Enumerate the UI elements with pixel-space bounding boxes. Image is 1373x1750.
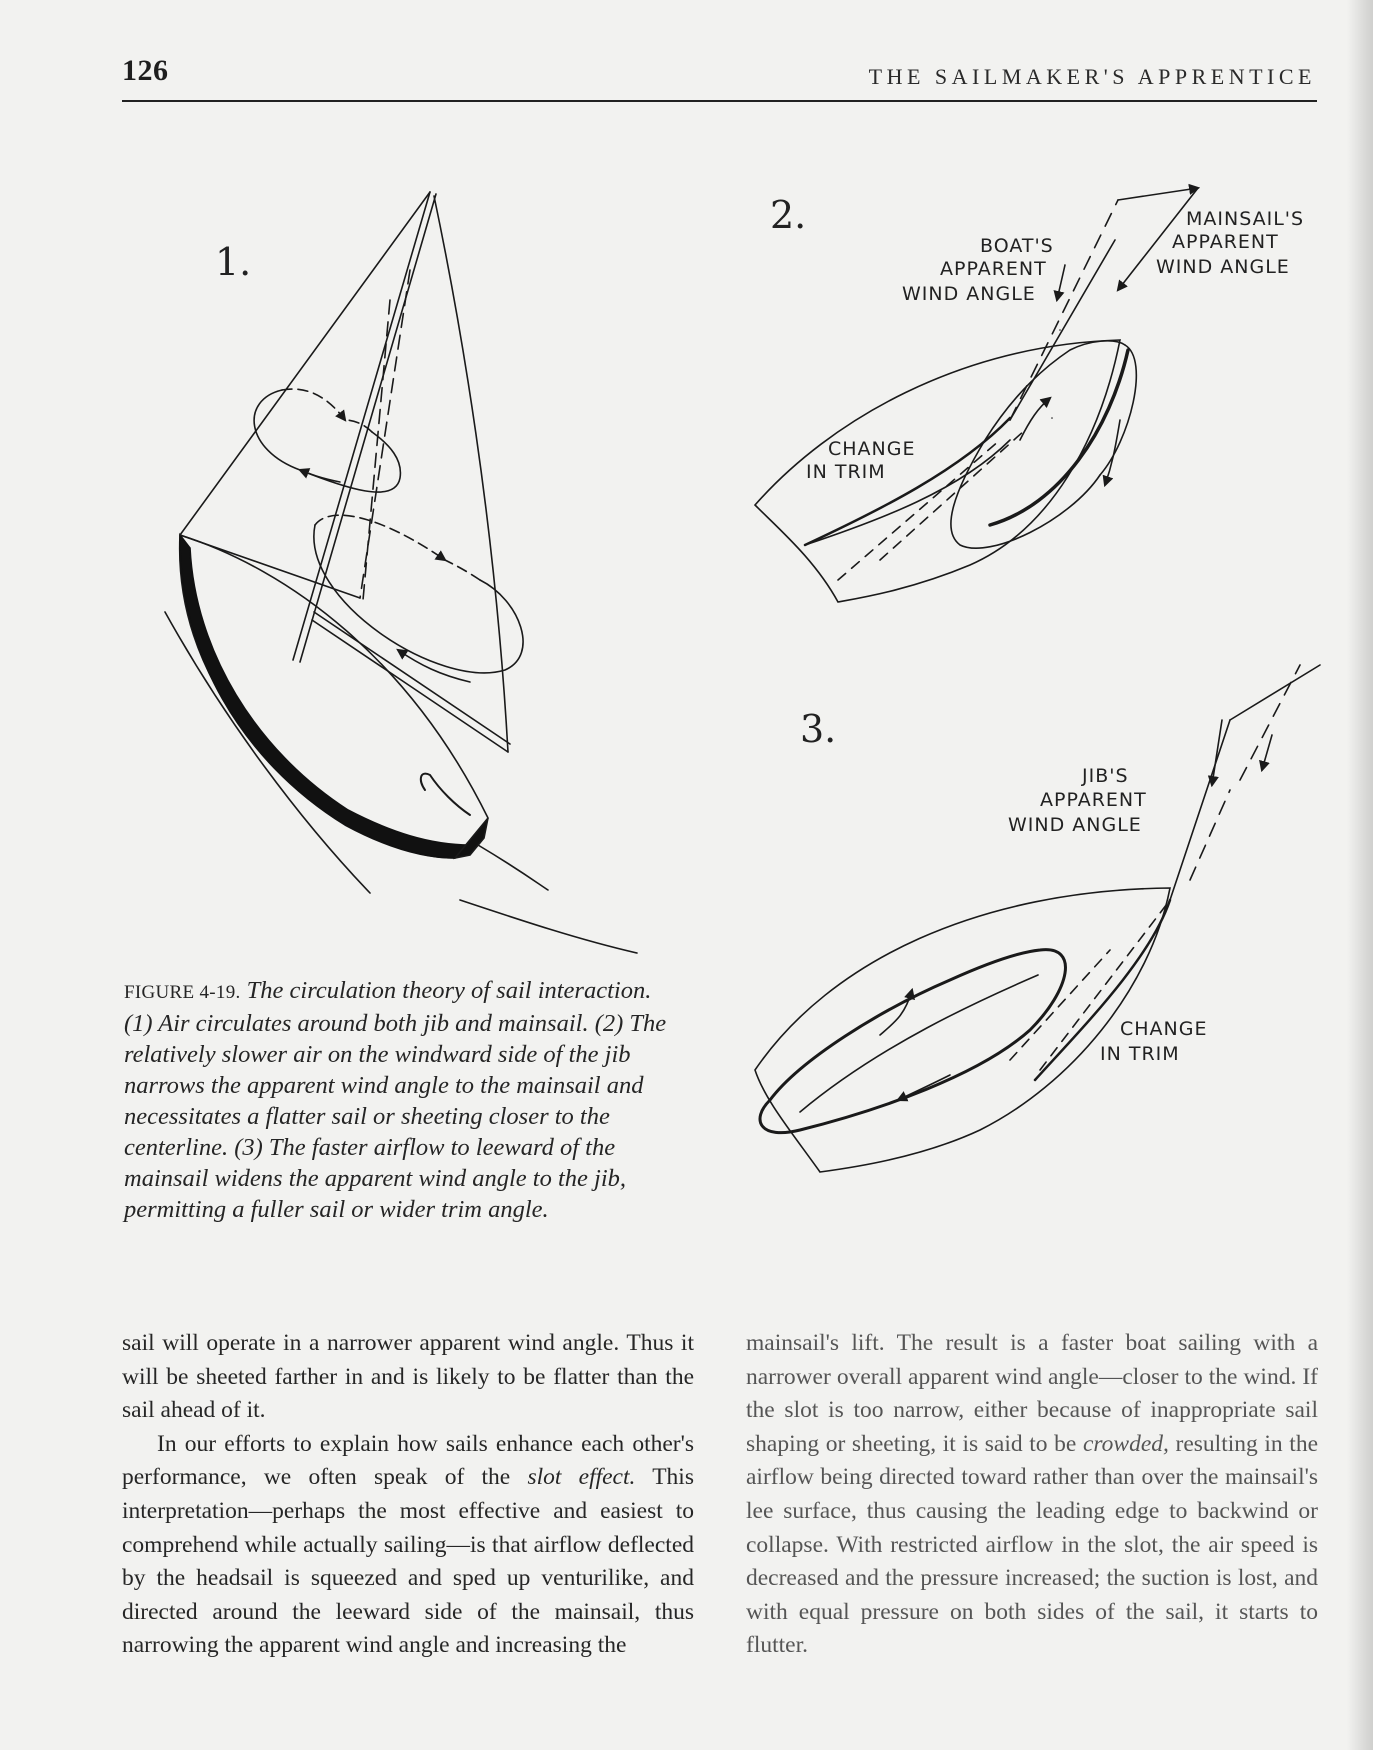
panel-3-change-in-trim-2: IN TRIM bbox=[1100, 1043, 1180, 1065]
running-title: THE SAILMAKER'S APPRENTICE bbox=[868, 64, 1316, 89]
mainsails-apparent-wind-label-2: APPARENT bbox=[1172, 231, 1279, 253]
panel-3-drawing bbox=[755, 665, 1320, 1172]
figure-caption bbox=[124, 975, 684, 1225]
boats-apparent-wind-label-2: APPARENT bbox=[940, 258, 1047, 280]
panel-2-change-in-trim-2: IN TRIM bbox=[806, 461, 886, 483]
figure-caption-text: The circulation theory of sail interaction. (1) Air circulates around both jib and mainsail. (2) The relatively slower air on the windward side of the jib narrows the apparent wind angle to the mainsail and necessitates a flatter sail or sheeting closer to the centerline. (3) The faster airflow to leeward of the mainsail widens the apparent wind angle to the jib, permitting a fuller sail or wider trim angle. bbox=[124, 977, 667, 1223]
right-paragraph-1-end: resulting in the airflow being directed toward rather than over the mainsail's lee surface, thus causing the leading edge to backwind or collapse. With restricted airflow in the slot, the air speed is decreased and the pressure increased; the suction is lost, and with equal pressure on both sides of the sail, it starts to flutter. bbox=[746, 1430, 1319, 1659]
boats-apparent-wind-label-1: BOAT'S bbox=[980, 235, 1054, 257]
panel-3-change-in-trim-1: CHANGE bbox=[1120, 1018, 1208, 1040]
left-paragraph-2-start: In our efforts to explain how sails enhance each other's performance, we often speak of the bbox=[122, 1430, 694, 1491]
body-column-right bbox=[746, 1327, 1318, 1663]
panel-2-label: 2. bbox=[770, 193, 807, 237]
panel-2-drawing bbox=[755, 188, 1198, 602]
crowded-term: crowded, bbox=[1082, 1430, 1169, 1457]
panel-3-label: 3. bbox=[800, 707, 837, 751]
page-edge-shadow bbox=[1347, 0, 1373, 1750]
jibs-apparent-wind-label-3: WIND ANGLE bbox=[1008, 814, 1142, 836]
jibs-apparent-wind-label-1: JIB'S bbox=[1082, 765, 1129, 787]
right-paragraph-1-start: mainsail's lift. The result is a faster boat sailing with a narrower overall apparent wind angle—closer to the wind. If the slot is too narrow, either because of inappropriate sail shaping or sheeting, it is said to be bbox=[746, 1330, 1318, 1457]
boats-apparent-wind-label-3: WIND ANGLE bbox=[902, 283, 1036, 305]
page-number: 126 bbox=[122, 54, 169, 87]
jibs-apparent-wind-label-2: APPARENT bbox=[1040, 789, 1147, 811]
figure-label: FIGURE 4-19. bbox=[124, 982, 241, 1003]
panel-2-change-in-trim-1: CHANGE bbox=[828, 438, 916, 460]
left-paragraph-2 bbox=[122, 1428, 694, 1663]
mainsails-apparent-wind-label-3: WIND ANGLE bbox=[1156, 256, 1290, 278]
panel-1-drawing bbox=[165, 192, 637, 953]
left-paragraph-2-end: This interpretation—perhaps the most effective and easiest to comprehend while actually sailing—is that airflow deflected by the headsail is squeezed and sped up venturilike, and directed around the leeward side of the mainsail, thus narrowing the apparent wind angle and increasing the bbox=[122, 1464, 694, 1659]
body-column-left bbox=[122, 1327, 694, 1663]
left-paragraph-1: sail will operate in a narrower apparent wind angle. Thus it will be sheeted farther in and is likely to be flatter than the sail ahead of it. bbox=[122, 1330, 694, 1424]
slot-effect-term: slot effect. bbox=[527, 1464, 636, 1491]
right-paragraph-1 bbox=[746, 1327, 1318, 1663]
mainsails-apparent-wind-label-1: MAINSAIL'S bbox=[1186, 208, 1305, 230]
panel-1-label: 1. bbox=[215, 240, 252, 284]
